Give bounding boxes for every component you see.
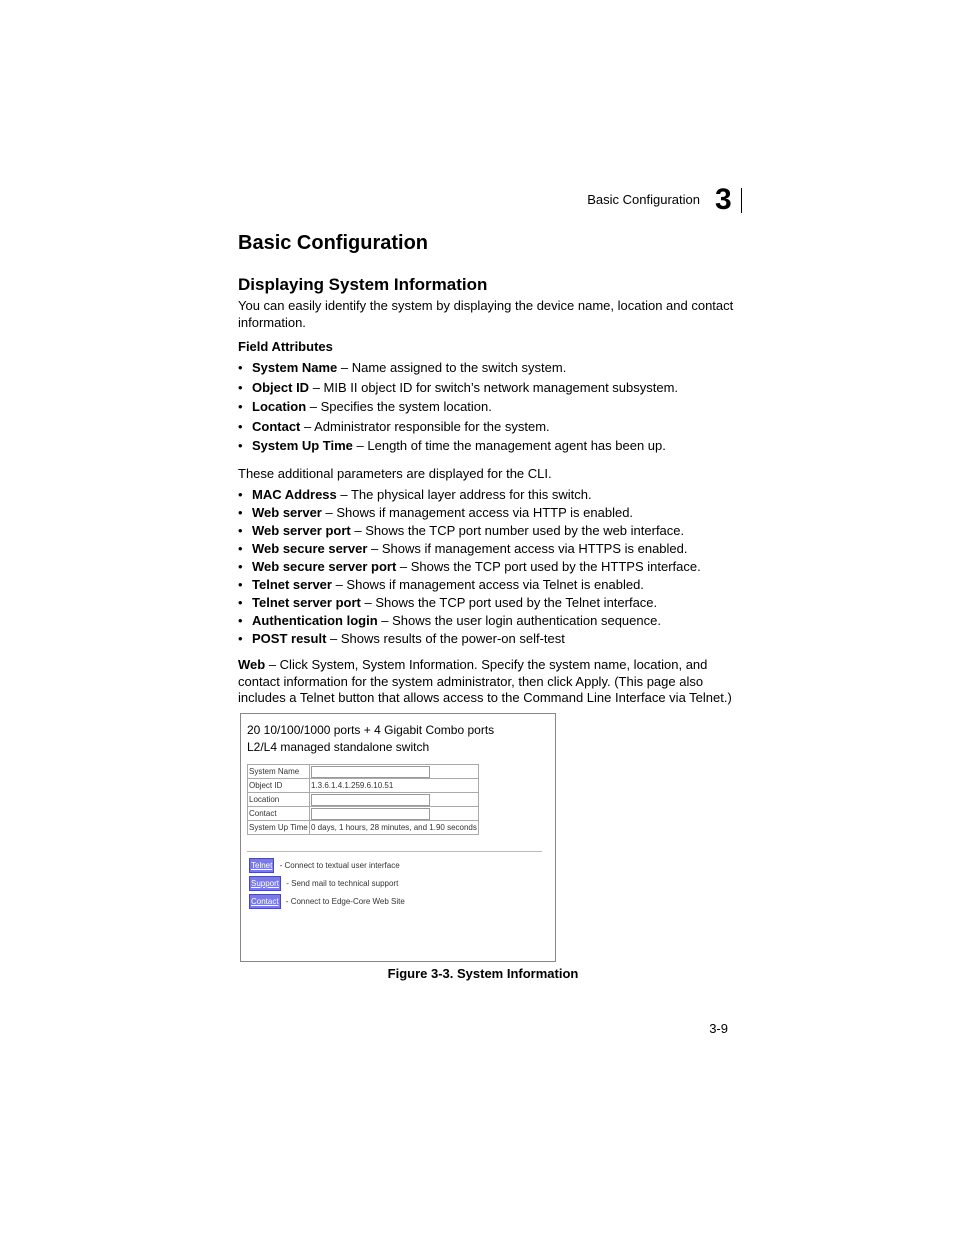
- figure-title: 20 10/100/1000 ports + 4 Gigabit Combo ports L2/L4 managed standalone switch: [247, 723, 495, 754]
- table-row: [248, 765, 479, 779]
- section-title: Basic Configuration: [238, 232, 429, 254]
- list-item: • Web server port – Shows the TCP port number used by the web interface.: [238, 522, 758, 540]
- cli-params-list: [238, 486, 758, 648]
- location-input[interactable]: [311, 794, 430, 806]
- up-time-label: System Up Time: [248, 821, 310, 835]
- support-button[interactable]: Support: [249, 876, 281, 891]
- chapter-number: 3: [715, 183, 732, 216]
- list-item: • Location – Specifies the system location.: [238, 398, 758, 415]
- page-number: 3-9: [709, 1021, 728, 1036]
- system-info-screenshot: [240, 713, 556, 962]
- contact-row: Contact - Connect to Edge-Core Web Site: [249, 894, 405, 909]
- contact-input[interactable]: [311, 808, 430, 820]
- list-item: • Web secure server port – Shows the TCP port used by the HTTPS interface.: [238, 558, 758, 576]
- table-row: [248, 793, 479, 807]
- list-item: • Object ID – MIB II object ID for switch’s network management subsystem.: [238, 379, 758, 396]
- list-item: • Web server – Shows if management access via HTTP is enabled.: [238, 504, 758, 522]
- figure-caption: Figure 3-3. System Information: [387, 966, 579, 981]
- list-item: • Contact – Administrator responsible for the system.: [238, 418, 758, 435]
- list-item: • Authentication login – Shows the user login authentication sequence.: [238, 612, 758, 630]
- system-name-label: System Name: [248, 765, 310, 779]
- list-item: • System Up Time – Length of time the management agent has been up.: [238, 437, 758, 454]
- table-row: [248, 779, 479, 793]
- object-id-label: Object ID: [248, 779, 310, 793]
- list-item: • POST result – Shows results of the power-on self-test: [238, 630, 758, 648]
- system-info-table: [247, 764, 479, 835]
- system-name-input[interactable]: [311, 766, 430, 778]
- list-item: • Telnet server port – Shows the TCP port used by the Telnet interface.: [238, 594, 758, 612]
- table-row: [248, 821, 479, 835]
- contact-button[interactable]: Contact: [249, 894, 281, 909]
- list-item: • Web secure server – Shows if management access via HTTPS is enabled.: [238, 540, 758, 558]
- support-row: Support - Send mail to technical support: [249, 876, 398, 891]
- intro-paragraph: You can easily identify the system by displaying the device name, location and contact information.: [238, 298, 734, 330]
- telnet-row: Telnet - Connect to textual user interface: [249, 858, 400, 873]
- up-time-value: 0 days, 1 hours, 28 minutes, and 1.90 seconds: [310, 821, 479, 835]
- table-row: [248, 807, 479, 821]
- location-label: Location: [248, 793, 310, 807]
- field-attributes-heading: Field Attributes: [238, 339, 333, 354]
- web-paragraph: Web – Click System, System Information. Specify the system name, location, and contact information for the system administrator, then click Apply. (This page also includes a Telnet button that allows access to the Command Line Interface via Telnet.): [238, 657, 732, 705]
- telnet-button[interactable]: Telnet: [249, 858, 274, 873]
- field-attributes-list: [238, 359, 758, 457]
- figure-divider: [247, 851, 542, 852]
- contact-label: Contact: [248, 807, 310, 821]
- cli-intro-paragraph: These additional parameters are displayed for the CLI.: [238, 466, 552, 481]
- list-item: • MAC Address – The physical layer address for this switch.: [238, 486, 758, 504]
- list-item: • Telnet server – Shows if management access via Telnet is enabled.: [238, 576, 758, 594]
- subsection-title: Displaying System Information: [238, 275, 488, 294]
- running-header: Basic Configuration: [587, 192, 700, 207]
- list-item: • System Name – Name assigned to the switch system.: [238, 359, 758, 376]
- object-id-value: 1.3.6.1.4.1.259.6.10.51: [310, 779, 479, 793]
- chapter-divider: [741, 188, 742, 213]
